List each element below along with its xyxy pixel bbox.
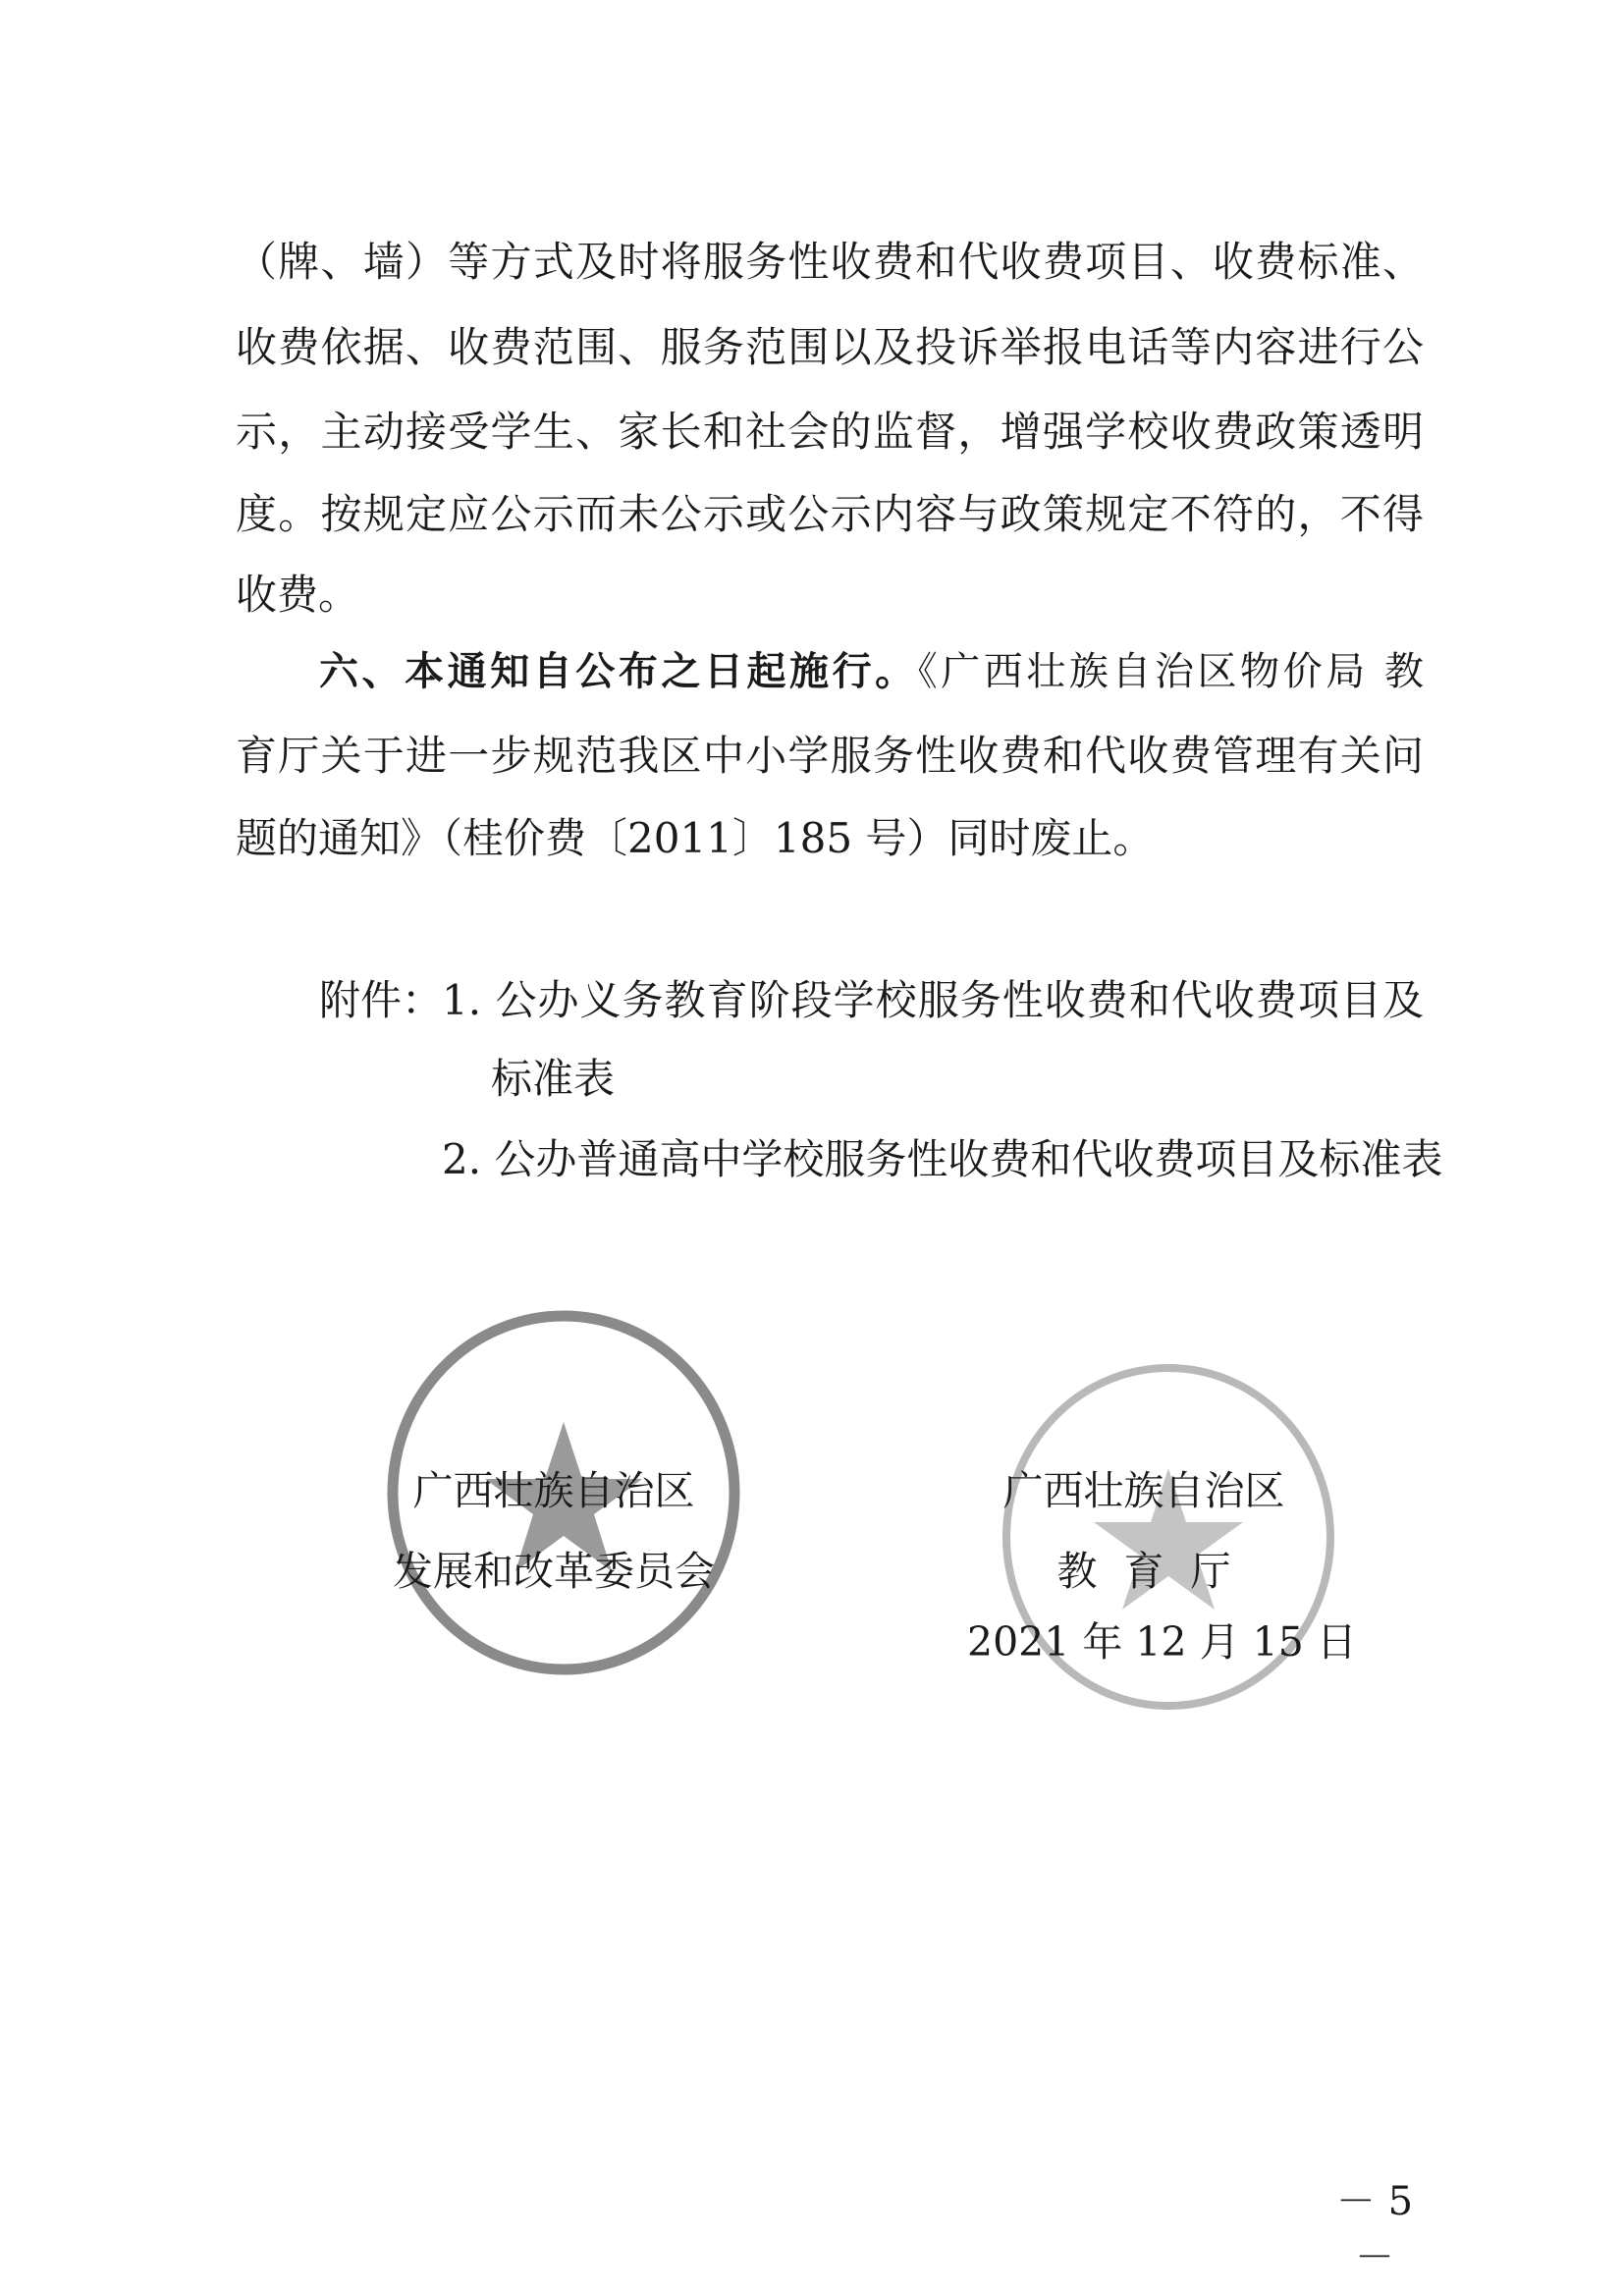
text-line: 收费依据、收费范围、服务范围以及投诉举报电话等内容进行公 bbox=[236, 323, 1424, 371]
text-line: 度。按规定应公示而未公示或公示内容与政策规定不符的，不得 bbox=[236, 490, 1424, 538]
text-line: 育厅关于进一步规范我区中小学服务性收费和代收费管理有关问 bbox=[236, 732, 1424, 780]
attachment-item-1: 1. 公办义务教育阶段学校服务性收费和代收费项目及 bbox=[442, 976, 1424, 1024]
text-line: 示，主动接受学生、家长和社会的监督，增强学校收费政策透明 bbox=[236, 408, 1424, 456]
attachments-label: 附件： bbox=[319, 976, 444, 1024]
para6-line bbox=[319, 637, 1424, 706]
attachment-item-1-cont: 标准表 bbox=[491, 1055, 616, 1103]
signature-left-line1: 广西壮族自治区 bbox=[412, 1467, 695, 1514]
text-line: 收费。 bbox=[236, 571, 360, 619]
para6-text: 《广西壮族自治区物价局 教 bbox=[917, 649, 1425, 694]
signature-right-line1: 广西壮族自治区 bbox=[1002, 1467, 1285, 1514]
text-line: 题的通知》（桂价费〔2011〕185 号）同时废止。 bbox=[236, 814, 1155, 862]
document-date: 2021 年 12 月 15 日 bbox=[967, 1618, 1357, 1666]
attachment-item-2: 2. 公办普通高中学校服务性收费和代收费项目及标准表 bbox=[442, 1135, 1443, 1183]
signature-left-line2: 发展和改革委员会 bbox=[393, 1548, 715, 1595]
para6-heading: 六、本通知自公布之日起施行。 bbox=[319, 649, 918, 694]
text-line: （牌、墙）等方式及时将服务性收费和代收费项目、收费标准、 bbox=[236, 238, 1424, 286]
signature-right-line2: 教 育 厅 bbox=[1056, 1548, 1231, 1595]
page-number: － 5 － bbox=[1335, 2179, 1414, 2280]
